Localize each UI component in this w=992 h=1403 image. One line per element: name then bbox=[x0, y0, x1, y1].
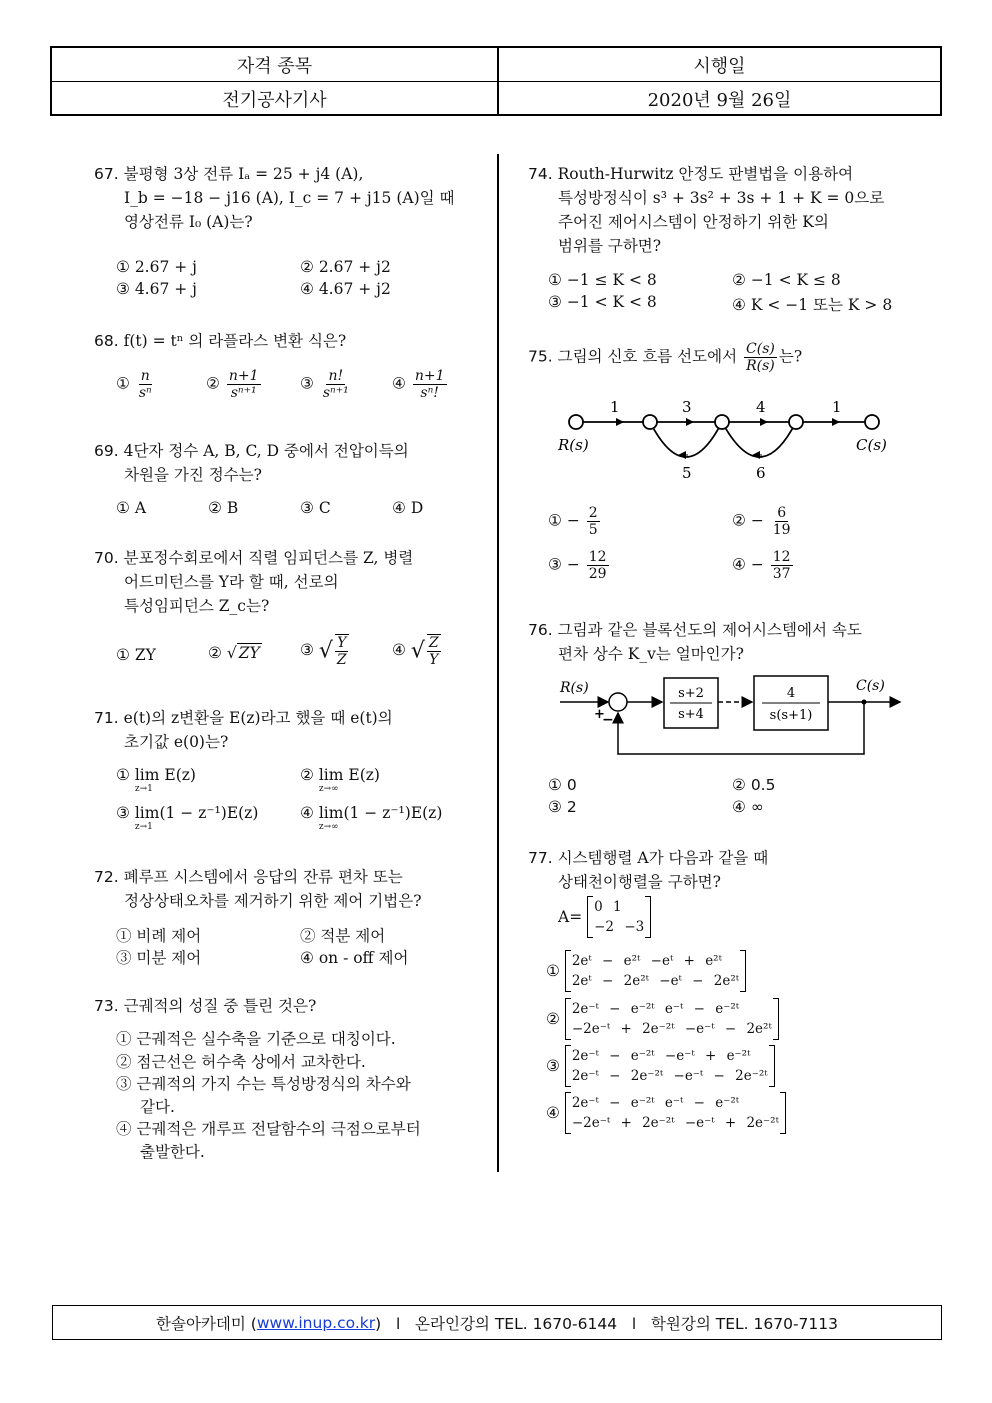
option-4: ④ √ $\frac{Z}{Y}$ bbox=[392, 635, 439, 668]
question-text: 차원을 가진 정수는? bbox=[124, 466, 262, 484]
option-1 bbox=[546, 950, 746, 992]
denominator: 5 bbox=[588, 522, 598, 538]
limit-subscript: z→1 bbox=[134, 822, 153, 832]
question-text: 분포정수회로에서 직렬 임피던스를 Z, 병렬 bbox=[123, 549, 414, 567]
question-77 bbox=[528, 846, 928, 894]
option-marker: ② bbox=[206, 374, 220, 393]
input-label: R(s) bbox=[560, 680, 589, 696]
matrix-row: −2e⁻ᵗ + 2e⁻²ᵗ −e⁻ᵗ + 2e⁻²ᵗ bbox=[571, 1115, 779, 1131]
date-label: 시행일 bbox=[693, 55, 746, 77]
question-67 bbox=[94, 162, 494, 234]
limit-subscript: z→∞ bbox=[318, 784, 339, 794]
option-3: ③ 2 bbox=[548, 798, 577, 816]
matrix-row: 2e⁻ᵗ − e⁻²ᵗ −e⁻ᵗ + e⁻²ᵗ bbox=[571, 1048, 751, 1064]
denominator: 37 bbox=[772, 566, 791, 582]
question-number: 69. bbox=[94, 442, 119, 460]
option-2 bbox=[546, 998, 779, 1040]
option-2: ② 2.67 + j2 bbox=[300, 258, 391, 276]
option-marker: ① − bbox=[548, 511, 580, 530]
option-marker: ③ bbox=[300, 374, 314, 393]
question-number: 70. bbox=[94, 549, 119, 567]
column-divider bbox=[497, 154, 499, 1172]
question-75 bbox=[528, 341, 928, 374]
question-text: 편차 상수 K_v는 얼마인가? bbox=[558, 645, 744, 663]
option-1: ① 2.67 + j bbox=[116, 258, 197, 276]
limit-expression: lim(1 − z⁻¹)E(z) bbox=[318, 804, 443, 822]
question-text: 는? bbox=[778, 347, 803, 366]
gain-label: 1 bbox=[610, 398, 620, 416]
denominator: 19 bbox=[772, 522, 791, 538]
fraction bbox=[587, 505, 600, 538]
matrix-row: 2e⁻ᵗ − e⁻²ᵗ e⁻ᵗ − e⁻²ᵗ bbox=[571, 1001, 740, 1017]
header-row-values bbox=[52, 82, 940, 115]
option-marker: ④ bbox=[546, 1104, 560, 1122]
limit-expression: lim(1 − z⁻¹)E(z) bbox=[134, 804, 259, 822]
option-2 bbox=[732, 505, 795, 538]
block-denominator: s(s+1) bbox=[769, 708, 813, 723]
question-71 bbox=[94, 706, 494, 754]
option-marker: ④ bbox=[300, 804, 314, 822]
denominator: sⁿ! bbox=[420, 385, 439, 401]
question-text: 그림의 신호 흐름 선도에서 bbox=[557, 347, 738, 366]
block-denominator: s+4 bbox=[678, 707, 704, 722]
option-marker: ③ − bbox=[548, 555, 580, 574]
options-73 bbox=[116, 1028, 496, 1163]
question-text: 영상전류 I₀ (A)는? bbox=[124, 213, 253, 231]
option-marker: ② − bbox=[732, 511, 764, 530]
option-3 bbox=[116, 804, 258, 832]
matrix bbox=[565, 950, 746, 992]
fraction bbox=[335, 634, 349, 668]
exam-header-table bbox=[50, 46, 942, 116]
output-label: C(s) bbox=[856, 436, 887, 454]
question-text: f(t) = tⁿ 의 라플라스 변환 식은? bbox=[123, 332, 347, 350]
matrix bbox=[587, 896, 651, 938]
option-3-cont: 같다. bbox=[140, 1097, 175, 1116]
block-diagram bbox=[556, 672, 906, 764]
question-text: 시스템행렬 A가 다음과 같을 때 bbox=[557, 849, 769, 867]
option-marker: ① bbox=[546, 962, 560, 980]
question-text: I_b = −18 − j16 (A), I_c = 7 + j15 (A)일 때 bbox=[124, 189, 455, 207]
matrix-row: −2 −3 bbox=[594, 919, 645, 935]
matrix bbox=[565, 1045, 775, 1087]
matrix bbox=[565, 998, 779, 1040]
numerator: C(s) bbox=[746, 341, 775, 357]
numerator: Y bbox=[337, 635, 347, 651]
feedback-loop-6 bbox=[722, 422, 796, 457]
option-4: ④ on - off 제어 bbox=[300, 949, 409, 967]
option-3: ③ 근궤적의 가지 수는 특성방정식의 차수와 bbox=[116, 1075, 411, 1093]
question-number: 75. bbox=[528, 347, 553, 366]
matrix-row: 2e⁻ᵗ − e⁻²ᵗ e⁻ᵗ − e⁻²ᵗ bbox=[571, 1095, 740, 1111]
option-4-cont: 출발한다. bbox=[140, 1142, 205, 1161]
subject-label: 자격 종목 bbox=[52, 48, 499, 81]
question-text: 폐루프 시스템에서 응답의 잔류 편차 또는 bbox=[123, 868, 403, 886]
option-3: ③ √ $\frac{Y}{Z}$ bbox=[300, 635, 347, 668]
numerator: 2 bbox=[588, 505, 598, 521]
option-3: ③ 미분 제어 bbox=[116, 949, 202, 967]
denominator: sⁿ bbox=[138, 385, 152, 401]
option-2 bbox=[206, 368, 263, 401]
option-marker: ② bbox=[546, 1010, 560, 1028]
numerator: 12 bbox=[588, 549, 607, 565]
limit-expression: lim E(z) bbox=[134, 766, 196, 784]
node bbox=[643, 415, 657, 429]
option-1: ① 0 bbox=[548, 776, 577, 794]
option-4 bbox=[732, 549, 795, 582]
question-text: 불평형 3상 전류 Iₐ = 25 + j4 (A), bbox=[123, 165, 364, 183]
question-text: 특성방정식이 s³ + 3s² + 3s + 1 + K = 0으로 bbox=[558, 189, 885, 207]
denominator: Z bbox=[336, 652, 347, 668]
fraction bbox=[427, 634, 441, 668]
denominator: 29 bbox=[588, 566, 607, 582]
numerator: n+1 bbox=[414, 368, 445, 384]
limit-subscript: z→∞ bbox=[318, 822, 339, 832]
question-text: 초기값 e(0)는? bbox=[124, 733, 229, 751]
denominator: sⁿ⁺¹ bbox=[230, 385, 257, 401]
numerator: n! bbox=[328, 368, 344, 384]
option-1 bbox=[116, 368, 156, 401]
date-value: 2020년 9월 26일 bbox=[647, 89, 792, 111]
question-text: 어드미턴스를 Y라 할 때, 선로의 bbox=[124, 573, 339, 591]
question-text: 정상상태오차를 제거하기 위한 제어 기법은? bbox=[124, 892, 422, 910]
question-number: 77. bbox=[528, 849, 553, 867]
option-2: ② −1 < K ≤ 8 bbox=[732, 271, 841, 289]
matrix-row: 2eᵗ − 2e²ᵗ −eᵗ − 2e²ᵗ bbox=[571, 973, 740, 989]
option-3: ③ C bbox=[300, 499, 331, 517]
option-2: ② 0.5 bbox=[732, 776, 776, 794]
limit-expression: lim E(z) bbox=[318, 766, 380, 784]
question-text: 상태천이행렬을 구하면? bbox=[558, 873, 721, 891]
option-3 bbox=[300, 368, 353, 401]
option-2 bbox=[208, 644, 262, 662]
option-1: ① ZY bbox=[116, 646, 156, 664]
question-number: 76. bbox=[528, 621, 553, 639]
fraction bbox=[137, 368, 154, 401]
radicand: ZY bbox=[238, 644, 260, 662]
node bbox=[715, 415, 729, 429]
limit-subscript: z→1 bbox=[134, 784, 153, 794]
option-marker: ④ − bbox=[732, 555, 764, 574]
question-number: 71. bbox=[94, 709, 119, 727]
fraction bbox=[413, 368, 447, 401]
question-text: 근궤적의 성질 중 틀린 것은? bbox=[123, 997, 317, 1015]
matrix-row: 0 1 bbox=[594, 899, 622, 915]
question-number: 68. bbox=[94, 332, 119, 350]
subject-value: 전기공사기사 bbox=[52, 82, 499, 115]
block-numerator: 4 bbox=[786, 686, 796, 701]
option-4: ④ K < −1 또는 K > 8 bbox=[732, 296, 893, 314]
option-2: ② B bbox=[208, 499, 239, 517]
node bbox=[865, 415, 879, 429]
question-text: 그림과 같은 블록선도의 제어시스템에서 속도 bbox=[557, 621, 862, 639]
option-1: ① −1 ≤ K < 8 bbox=[548, 271, 657, 289]
gain-label: 6 bbox=[756, 464, 766, 482]
fraction bbox=[771, 549, 793, 582]
question-text: Routh-Hurwitz 안정도 판별법을 이용하여 bbox=[557, 165, 854, 183]
option-3: ③ −1 < K < 8 bbox=[548, 293, 657, 311]
question-text: 특성임피던스 Z_c는? bbox=[124, 597, 270, 615]
input-label: R(s) bbox=[558, 436, 589, 454]
option-2: ② 점근선은 허수축 상에서 교차한다. bbox=[116, 1052, 366, 1071]
option-1: ① 비례 제어 bbox=[116, 927, 202, 945]
question-text: 범위를 구하면? bbox=[558, 237, 662, 255]
matrix-label: A= bbox=[558, 908, 583, 926]
gain-label: 4 bbox=[756, 398, 766, 416]
question-number: 73. bbox=[94, 997, 119, 1015]
denominator: R(s) bbox=[746, 358, 775, 374]
question-76 bbox=[528, 618, 928, 666]
option-marker: ② bbox=[208, 644, 222, 662]
option-3 bbox=[548, 549, 611, 582]
question-74 bbox=[528, 162, 928, 258]
option-4 bbox=[392, 368, 449, 401]
fraction bbox=[771, 505, 793, 538]
gain-label: 3 bbox=[682, 398, 692, 416]
option-4 bbox=[300, 804, 442, 832]
question-number: 67. bbox=[94, 165, 119, 183]
output-label: C(s) bbox=[856, 678, 885, 694]
option-marker: ① bbox=[116, 374, 130, 393]
fraction bbox=[744, 341, 777, 374]
plus-sign: + bbox=[594, 707, 605, 722]
footer-brand: 한솔아카데미 ( bbox=[156, 1314, 257, 1333]
website-link[interactable]: www.inup.co.kr bbox=[256, 1313, 376, 1332]
sqrt-expression: √ ZY bbox=[226, 644, 260, 662]
matrix-row: −2e⁻ᵗ + 2e⁻²ᵗ −e⁻ᵗ − 2e²ᵗ bbox=[571, 1021, 772, 1037]
signal-flow-graph bbox=[550, 392, 910, 492]
option-marker: ① bbox=[116, 766, 130, 784]
option-marker: ④ bbox=[392, 374, 406, 393]
matrix-row: 2eᵗ − e²ᵗ −eᵗ + e²ᵗ bbox=[571, 953, 722, 969]
option-4: ④ ∞ bbox=[732, 798, 764, 816]
option-4: ④ 4.67 + j2 bbox=[300, 280, 391, 298]
fraction bbox=[227, 368, 261, 401]
question-73 bbox=[94, 994, 494, 1018]
question-72 bbox=[94, 865, 494, 913]
node bbox=[789, 415, 803, 429]
option-marker: ③ bbox=[300, 641, 314, 659]
question-69 bbox=[94, 439, 494, 487]
denominator: Y bbox=[429, 652, 439, 668]
option-marker: ③ bbox=[116, 804, 130, 822]
option-4: ④ D bbox=[392, 499, 424, 517]
question-number: 72. bbox=[94, 868, 119, 886]
node bbox=[569, 415, 583, 429]
question-text: 주어진 제어시스템이 안정하기 위한 K의 bbox=[558, 213, 829, 231]
minus-sign: − bbox=[602, 712, 614, 728]
option-marker: ② bbox=[300, 766, 314, 784]
option-4 bbox=[546, 1092, 786, 1134]
numerator: Z bbox=[428, 635, 439, 651]
option-1: ① 근궤적은 실수축을 기준으로 대칭이다. bbox=[116, 1030, 396, 1048]
option-1 bbox=[548, 505, 602, 538]
header-row-labels bbox=[52, 48, 940, 82]
numerator: n+1 bbox=[228, 368, 259, 384]
option-marker: ④ bbox=[392, 641, 406, 659]
option-4: ④ 근궤적은 개루프 전달함수의 극점으로부터 bbox=[116, 1120, 421, 1138]
footer-contact: ) l 온라인강의 TEL. 1670-6144 l 학원강의 TEL. 1670-7113 bbox=[375, 1314, 838, 1333]
summing-junction bbox=[609, 693, 627, 711]
question-text: 4단자 정수 A, B, C, D 중에서 전압이득의 bbox=[123, 442, 409, 460]
question-70 bbox=[94, 546, 494, 618]
option-1 bbox=[116, 766, 196, 794]
question-68 bbox=[94, 329, 494, 353]
option-2 bbox=[300, 766, 380, 794]
matrix bbox=[565, 1092, 786, 1134]
gain-label: 5 bbox=[682, 464, 692, 482]
numerator: 6 bbox=[777, 505, 787, 521]
option-marker: ③ bbox=[546, 1057, 560, 1075]
fraction bbox=[587, 549, 609, 582]
question-number: 74. bbox=[528, 165, 553, 183]
footer-bar bbox=[52, 1305, 942, 1340]
option-3: ③ 4.67 + j bbox=[116, 280, 197, 298]
numerator: 12 bbox=[772, 549, 791, 565]
feedback-loop-5 bbox=[650, 422, 722, 457]
option-3 bbox=[546, 1045, 775, 1087]
block-numerator: s+2 bbox=[678, 686, 704, 701]
question-text: e(t)의 z변환을 E(z)라고 했을 때 e(t)의 bbox=[123, 709, 393, 727]
matrix-row: 2e⁻ᵗ − 2e⁻²ᵗ −e⁻ᵗ − 2e⁻²ᵗ bbox=[571, 1068, 768, 1084]
gain-label: 1 bbox=[832, 398, 842, 416]
option-1: ① A bbox=[116, 499, 147, 517]
numerator: n bbox=[140, 368, 150, 384]
matrix-a bbox=[558, 896, 651, 938]
denominator: sⁿ⁺¹ bbox=[322, 385, 349, 401]
fraction bbox=[321, 368, 351, 401]
option-2: ② 적분 제어 bbox=[300, 927, 386, 945]
